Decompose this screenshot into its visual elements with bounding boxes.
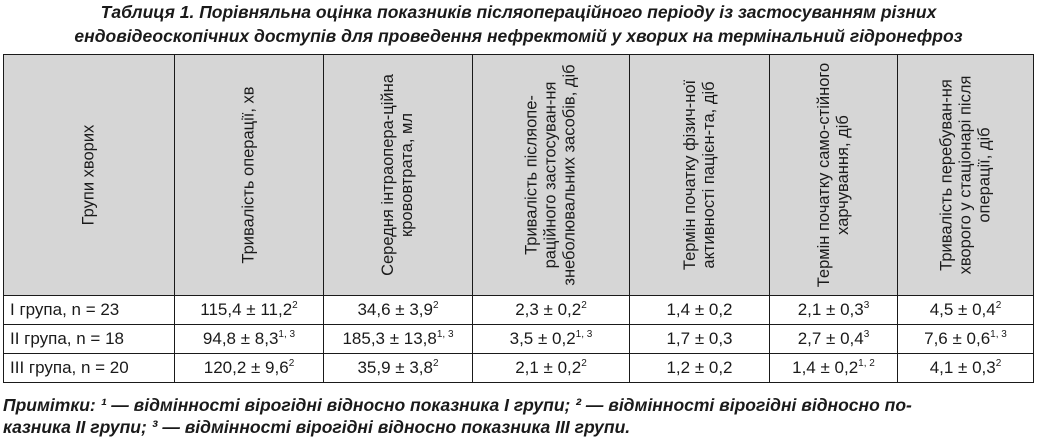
value-cell xyxy=(770,296,898,325)
value-text: 185,3 ± 13,8 xyxy=(342,329,437,348)
header-cell xyxy=(4,55,175,296)
value-text: 1,7 ± 0,3 xyxy=(666,329,733,348)
value-superscript: 2 xyxy=(292,300,298,311)
value-cell xyxy=(324,325,473,354)
value-text: 4,1 ± 0,3 xyxy=(929,358,996,377)
value-cell xyxy=(630,354,770,383)
caption-line-2: ендовідеоскопічних доступів для проведення нефректомій у хворих на термінальний гідронефроз xyxy=(74,26,963,46)
value-cell xyxy=(175,354,324,383)
header-cell xyxy=(473,55,630,296)
value-cell xyxy=(898,296,1034,325)
header-cell xyxy=(898,55,1034,296)
value-superscript: 1, 3 xyxy=(436,329,454,340)
header-label: Середня інтраопера-ційна крововтрата, мл xyxy=(379,74,416,276)
table-caption xyxy=(0,0,1037,48)
value-text: 115,4 ± 11,2 xyxy=(200,300,293,319)
header-label: Тривалість післяопе-раційного застосуван-ня знеболювальних засобів, діб xyxy=(522,64,579,286)
caption-line-1: Таблиця 1. Порівняльна оцінка показників післяопераційного періоду із застосуванням різних xyxy=(100,2,937,22)
header-cell xyxy=(770,55,898,296)
group-cell: I група, n = 23 xyxy=(4,296,175,325)
group-cell: III група, n = 20 xyxy=(4,354,175,383)
table-row xyxy=(4,354,1034,383)
group-cell: II група, n = 18 xyxy=(4,325,175,354)
value-cell xyxy=(473,296,630,325)
notes-line-2: казника II групи; ³ — відмінності вірогідні відносно показника III групи. xyxy=(3,417,631,437)
value-superscript: 2 xyxy=(432,300,439,311)
value-superscript: 1, 3 xyxy=(278,329,296,340)
header-row xyxy=(4,55,1034,296)
value-superscript: 2 xyxy=(581,358,587,369)
value-text: 1,2 ± 0,2 xyxy=(666,358,733,377)
value-text: 4,5 ± 0,4 xyxy=(929,300,996,319)
value-cell xyxy=(175,296,324,325)
value-superscript: 2 xyxy=(581,300,587,311)
value-text: 2,1 ± 0,2 xyxy=(515,358,582,377)
header-cell xyxy=(630,55,770,296)
value-cell xyxy=(473,325,630,354)
value-cell xyxy=(630,325,770,354)
value-text: 7,6 ± 0,6 xyxy=(924,329,991,348)
value-superscript: 1, 3 xyxy=(990,329,1007,340)
value-text: 94,8 ± 8,3 xyxy=(202,329,279,348)
value-cell xyxy=(898,354,1034,383)
value-cell xyxy=(473,354,630,383)
value-cell xyxy=(770,354,898,383)
value-superscript: 3 xyxy=(863,300,870,311)
value-text: 120,2 ± 9,6 xyxy=(203,358,289,377)
comparison-table xyxy=(3,54,1034,383)
value-superscript: 2 xyxy=(432,358,439,369)
value-superscript: 1, 3 xyxy=(575,329,593,340)
header-label: Тривалість операції, хв xyxy=(239,86,258,264)
value-text: 35,9 ± 3,8 xyxy=(357,358,433,377)
value-cell xyxy=(324,354,473,383)
value-text: 2,3 ± 0,2 xyxy=(515,300,582,319)
value-cell xyxy=(898,325,1034,354)
value-cell xyxy=(770,325,898,354)
value-superscript: 1, 2 xyxy=(858,358,875,369)
header-cell xyxy=(324,55,473,296)
value-text: 2,7 ± 0,4 xyxy=(797,329,864,348)
value-text: 34,6 ± 3,9 xyxy=(357,300,433,319)
value-text: 3,5 ± 0,2 xyxy=(509,329,576,348)
header-label: Групи хворих xyxy=(79,124,98,226)
table-row xyxy=(4,296,1034,325)
value-cell xyxy=(324,296,473,325)
header-label: Термін початку фізич-ної активності пацієн-та, діб xyxy=(680,79,718,271)
value-superscript: 2 xyxy=(995,358,1002,369)
value-text: 1,4 ± 0,2 xyxy=(666,300,733,319)
table-row xyxy=(4,325,1034,354)
value-superscript: 2 xyxy=(288,358,295,369)
header-cell xyxy=(175,55,324,296)
table-notes xyxy=(3,394,1033,438)
value-text: 1,4 ± 0,2 xyxy=(792,358,859,377)
header-label: Тривалість перебуван-ня хворого у стаціонарі після операції, діб xyxy=(937,75,993,275)
value-superscript: 3 xyxy=(863,329,870,340)
value-superscript: 2 xyxy=(995,300,1002,311)
value-cell xyxy=(175,325,324,354)
value-text: 2,1 ± 0,3 xyxy=(797,300,864,319)
value-cell xyxy=(630,296,770,325)
header-label: Термін початку само-стійного харчування, діб xyxy=(814,62,852,288)
notes-line-1: Примітки: ¹ — відмінності вірогідні відносно показника I групи; ² — відмінності вірогідні відносно по- xyxy=(3,395,912,415)
